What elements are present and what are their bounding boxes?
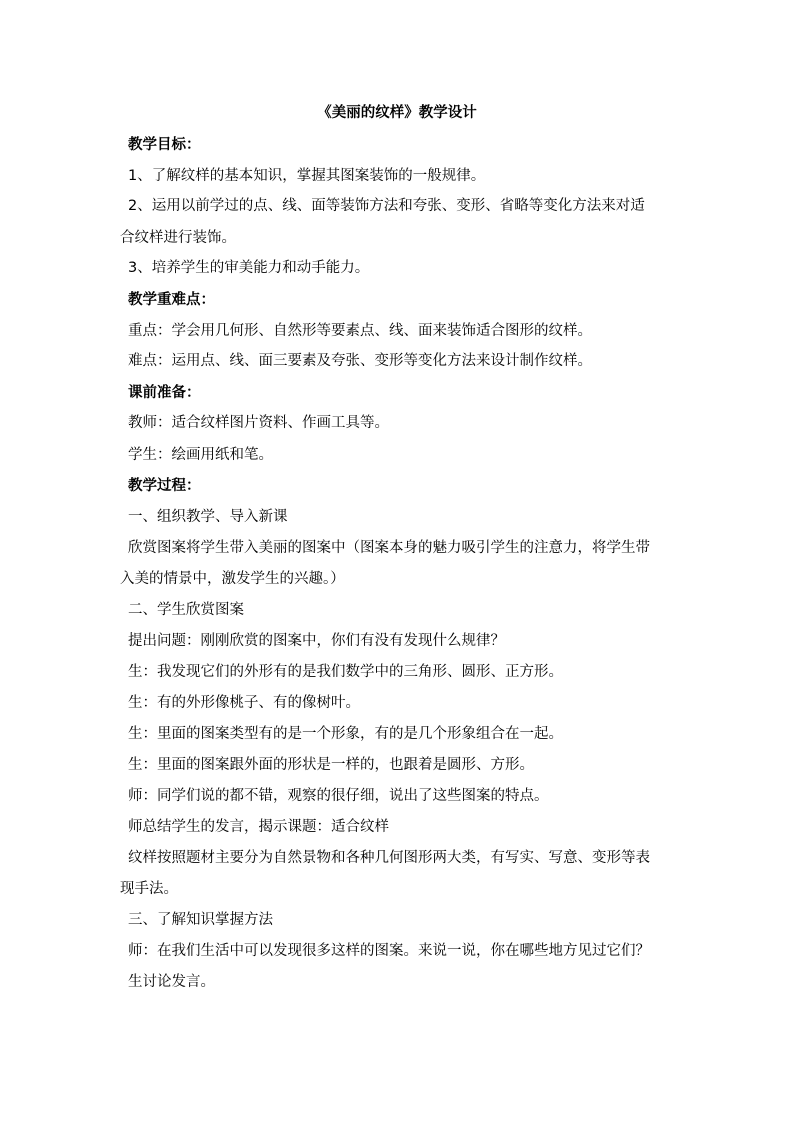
teacher-response: 师：同学们说的都不错，观察的很仔细，说出了这些图案的特点。 [128, 788, 549, 804]
difficult-point: 难点：运用点、线、面三要素及夸张、变形等变化方法来设计制作纹样。 [128, 353, 592, 369]
section-2-heading: 二、学生欣赏图案 [128, 602, 244, 618]
heading-teaching-process: 教学过程： [128, 478, 201, 494]
paragraph-appreciation-continued: 入美的情景中，激发学生的兴趣。） [120, 571, 345, 587]
student-answer-1: 生：我发现它们的外形有的是我们数学中的三角形、圆形、正方形。 [128, 664, 563, 680]
paragraph-pattern-types: 纹样按照题材主要分为自然景物和各种几何图形两大类，有写实、写意、变形等表 [128, 850, 650, 866]
paragraph-pattern-types-continued: 现手法。 [120, 881, 178, 897]
student-answer-3: 生：里面的图案类型有的是一个形象，有的是几个形象组合在一起。 [128, 726, 563, 742]
section-1-heading: 一、组织教学、导入新课 [128, 509, 288, 525]
document-title: 《美丽的纹样》教学设计 [317, 105, 477, 121]
student-preparation: 学生：绘画用纸和笔。 [128, 447, 273, 463]
teacher-question: 师：在我们生活中可以发现很多这样的图案。来说一说，你在哪些地方见过它们？ [128, 943, 650, 959]
goal-item-1: 1、了解纹样的基本知识，掌握其图案装饰的一般规律。 [128, 168, 486, 184]
heading-preparation: 课前准备： [128, 385, 201, 401]
heading-teaching-goals: 教学目标： [128, 137, 201, 153]
heading-key-points: 教学重难点： [128, 292, 215, 308]
goal-item-3: 3、培养学生的审美能力和动手能力。 [128, 260, 370, 276]
goal-item-2-continued: 合纹样进行装饰。 [120, 230, 236, 246]
teacher-preparation: 教师：适合纹样图片资料、作画工具等。 [128, 415, 389, 431]
section-3-heading: 三、了解知识掌握方法 [128, 912, 273, 928]
student-answer-4: 生：里面的图案跟外面的形状是一样的，也跟着是圆形、方形。 [128, 757, 534, 773]
student-answer-2: 生：有的外形像桃子、有的像树叶。 [128, 695, 360, 711]
key-point: 重点：学会用几何形、自然形等要素点、线、面来装饰适合图形的纹样。 [128, 323, 592, 339]
student-discussion: 生讨论发言。 [128, 974, 215, 990]
question-line: 提出问题：刚刚欣赏的图案中，你们有没有发现什么规律？ [128, 633, 505, 649]
paragraph-appreciation: 欣赏图案将学生带入美丽的图案中（图案本身的魅力吸引学生的注意力，将学生带 [128, 540, 650, 556]
teacher-summary: 师总结学生的发言，揭示课题：适合纹样 [128, 819, 389, 835]
goal-item-2: 2、运用以前学过的点、线、面等装饰方法和夸张、变形、省略等变化方法来对适 [128, 198, 645, 214]
